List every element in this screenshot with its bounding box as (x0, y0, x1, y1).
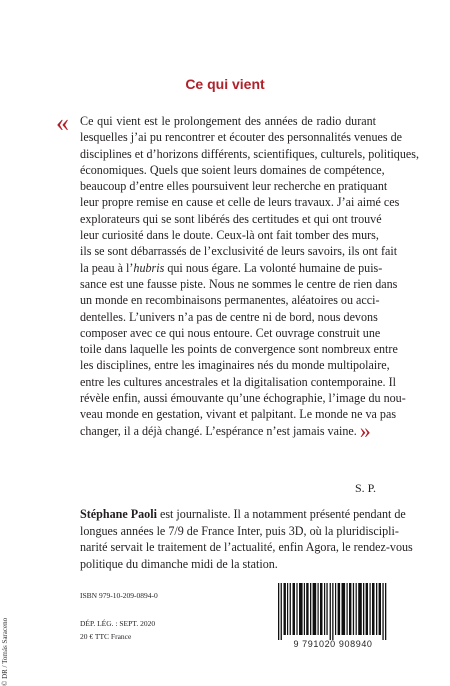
quote-line: ils se sont débarrassés de l’exclusivité de leurs savoirs, ils ont fait (80, 244, 398, 259)
quote-line: économiques. Quels que soient leurs domaines de compétence, (80, 162, 385, 177)
photo-credit: © DR / Tomás Saraceno (1, 617, 9, 686)
quote-line: leur curiosité dans le doute. Ceux-là ont fait tomber des murs, (80, 228, 379, 243)
quote-line: beaucoup d’entre elles poursuivent leur recherche en pratiquant (80, 179, 388, 194)
bio-line: narité servait le traitement de l’actualité, enfin Agora, le rendez-vous (80, 540, 413, 555)
barcode-digits: 9 791020 908940 (293, 639, 373, 649)
quote-line: entre les cultures ancestrales et la digitalisation contemporaine. Il (80, 374, 396, 389)
author-bio (80, 506, 413, 572)
quote-line: leur propre remise en cause et celle de leurs travaux. J’ai aimé ces (80, 195, 400, 210)
quote-line: révèle enfin, aussi émouvante qu’une échographie, l’image du nou- (80, 391, 406, 406)
bio-line: longues années le 7/9 de France Inter, puis 3D, où la pluridiscipli- (80, 523, 399, 538)
quote-fragment: changer, il a déjà changé. L’espérance n’est jamais vaine. (80, 423, 357, 438)
barcode-bars (268, 583, 398, 641)
quote-line-hubris (80, 260, 383, 276)
quote-line-last (80, 417, 376, 443)
close-quote-mark: » (359, 417, 371, 443)
depot-legal: DÉP. LÉG. : SEPT. 2020 (80, 619, 156, 628)
quote-line: explorateurs qui se sont libérés des certitudes et qui ont trouvé (80, 211, 382, 226)
quote-line: sance est une fausse piste. Nous ne sommes le centre de rien dans (80, 276, 398, 291)
bio-fragment: est journaliste. Il a notamment présenté pendant de (156, 507, 406, 521)
quote-line: lesquelles j’ai pu rencontrer et écouter des personnalités venues de (80, 130, 403, 145)
isbn: ISBN 979-10-209-0894-0 (80, 591, 158, 600)
quote-line: dentelles. L’univers n’a pas de centre ni de bord, nous devons (80, 309, 378, 324)
quote-fragment: La volonté humaine de puis- (243, 260, 383, 275)
quote-fragment: la peau à l’ (80, 260, 134, 275)
author-name: Stéphane Paoli (80, 507, 157, 521)
quote-line: toile dans laquelle les points de convergence sont nombreux entre (80, 342, 398, 357)
quote-fragment: qui nous égare. (164, 260, 241, 275)
section-title: Ce qui vient (185, 76, 265, 92)
open-quote-mark: « (56, 108, 69, 137)
quote-line: veau monde en gestation, vivant et palpitant. Le monde ne va pas (80, 407, 397, 422)
quote-line: composer avec ce qui nous entoure. Cet ouvrage construit une (80, 325, 381, 340)
back-cover-quote (56, 108, 420, 443)
quote-line: les disciplines, entre les imaginaires nés du monde multipolaire, (80, 358, 390, 373)
bio-line: politique du dimanche midi de la station. (80, 556, 278, 571)
signature: S. P. (354, 481, 376, 495)
price: 20 € TTC France (80, 632, 132, 641)
quote-line: disciplines et d’horizons différents, scientifiques, culturels, politiques, (80, 146, 420, 161)
bio-line (80, 506, 406, 523)
hubris-word: hubris (133, 260, 165, 275)
quote-line: un monde en recombinaisons permanentes, aléatoires ou acci- (80, 293, 380, 308)
quote-line: Ce qui vient est le prolongement des années de radio durant (80, 114, 376, 128)
barcode (268, 583, 398, 653)
